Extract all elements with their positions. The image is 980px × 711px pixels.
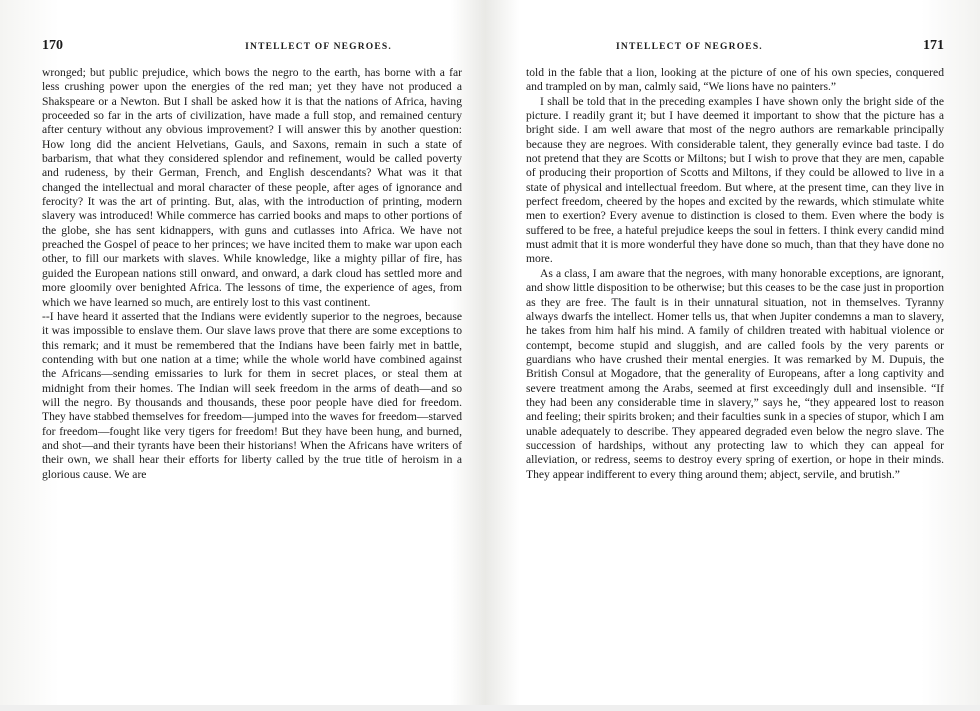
page-bottom-edge (0, 705, 980, 711)
right-paragraph-1: told in the fable that a lion, looking at the picture of one of his own species, conquered and trampled on by man, calmly said, “We lions have no painters.” (526, 66, 944, 94)
left-page-number: 170 (42, 38, 63, 53)
right-paragraph-2: I shall be told that in the preceding examples I have shown only the bright side of the picture. I readily grant it; but I have deemed it important to show that the picture has a bright side. I am well aware that most of the negro authors are remarkable principally because they are negroes. With considerable talent, they generally evince bad taste. I do not pretend that they are Scotts or Miltons; but I wish to prove that they are men, capable of producing their proportion of Scotts and Miltons, if they could be allowed to live in a state of physical and intellectual freedom. But where, at the present time, can they live in perfect freedom, cheered by the hopes and excited by the rewards, which stimulate white men to exertion? Every avenue to distinction is closed to them. Even where the body is suffered to be free, a hateful prejudice keeps the soul in fetters. I think every candid mind must admit that it is more wonderful they have done so much, than that they have done no more. (526, 94, 944, 266)
left-paragraph-2: --I have heard it asserted that the Indians were evidently superior to the negroes, because it was impossible to enslave them. Our slave laws prove that there are some exceptions to this remark; and it must be remembered that the Indians have been fairly met in battle, contending with but one nation at a time; while the whole world have combined against the Africans—sending emissaries to lurk for them in secret places, or steal them at midnight from their homes. The Indian will seek freedom in the arms of death—and so will the negro. By thousands and thousands, these poor people have died for freedom. They have stabbed themselves for freedom—jumped into the waves for freedom—starved for freedom—fought like very tigers for freedom! But they have been hung, and burned, and shot—and their tyrants have been their historians! When the Africans have writers of their own, we shall hear their efforts for liberty called by the true title of heroism in a glorious cause. We are (42, 309, 462, 481)
left-running-head (42, 38, 462, 62)
right-running-title: INTELLECT OF NEGROES. (616, 42, 763, 52)
right-page-number: 171 (923, 38, 944, 53)
right-page (490, 0, 980, 711)
right-running-head (526, 38, 944, 62)
left-paragraph-1: wronged; but public prejudice, which bows the negro to the earth, has borne with a far less crushing power upon the energies of the red man; yet they have not produced a Shakspeare or a Newton. But I shall be asked how it is that the nations of Africa, having proceeded so far in the arts of civilization, have made a full stop, and remained century after century without any obvious improvement? I will answer this by another question: How long did the ancient Helvetians, Gauls, and Saxons, remain in such a state of barbarism, that what they considered splendor and refinement, would be called poverty and rudeness, by their German, French, and English descendants? What was it that changed the intellectual and moral character of these people, after ages of ignorance and ferocity? It was the art of printing. But, alas, with the introduction of printing, modern slavery was introduced! While commerce has carried books and maps to other portions of the globe, she has sent kidnappers, with guns and cutlasses into Africa. We have not preached the Gospel of peace to her princes; we have incited them to make war upon each other, to fill our markets with slaves. While knowledge, like a mighty pillar of fire, has guided the European nations still onward, and onward, a dark cloud has settled more and more gloomily over benighted Africa. The lessons of time, the experience of ages, from which we have learned so much, are entirely lost to this vast continent. (42, 66, 462, 309)
right-body-text (526, 66, 944, 482)
left-running-title: INTELLECT OF NEGROES. (245, 42, 392, 52)
left-body-text (42, 66, 462, 482)
right-paragraph-3: As a class, I am aware that the negroes, with many honorable exceptions, are ignorant, and show little disposition to be otherwise; but this ceases to be the case just in proportion as they are free. The fault is in their unnatural situation, not in themselves. Tyranny always dwarfs the intellect. Homer tells us, that when Jupiter condemns a man to slavery, he takes from him half his mind. A family of children treated with habitual violence or contempt, become stupid and sluggish, and are called fools by the very parents or guardians who have crushed their mental energies. It was remarked by M. Dupuis, the British Consul at Mogadore, that the generality of Europeans, after a long captivity and severe treatment among the Arabs, seemed at first exceedingly dull and insensible. “If they had been any considerable time in slavery,” says he, “they appeared lost to reason and feeling; their spirits broken; and their faculties sunk in a species of stupor, which I am unable adequately to describe. They appeared degraded even below the negro slave. The succession of hardships, without any protecting law to which they can appeal for alleviation, or redress, seems to destroy every spring of exertion, or hope in their minds. They appear indifferent to every thing around them; abject, servile, and brutish.” (526, 266, 944, 481)
